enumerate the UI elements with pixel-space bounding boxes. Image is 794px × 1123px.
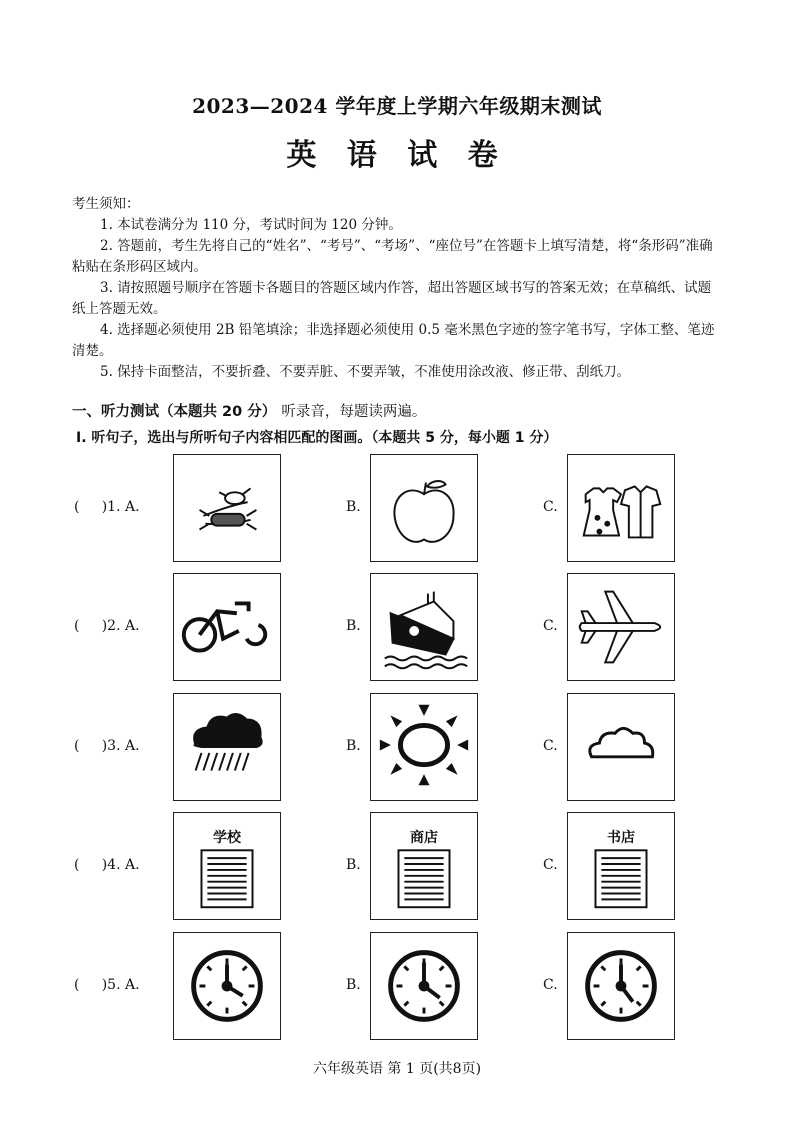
notes-heading: 考生须知： bbox=[72, 196, 140, 212]
question-row bbox=[0, 573, 794, 683]
option-c-image[interactable] bbox=[567, 812, 675, 920]
section-instruction: 听录音，每题读两遍。 bbox=[281, 404, 427, 420]
option-c-image[interactable] bbox=[567, 693, 675, 801]
option-label: C. bbox=[543, 618, 558, 634]
question-row bbox=[0, 812, 794, 922]
option-b-image[interactable] bbox=[370, 454, 478, 562]
question-number[interactable]: ( )3. A. bbox=[74, 738, 140, 754]
question-number[interactable]: ( )1. A. bbox=[74, 499, 140, 515]
ship-icon bbox=[371, 574, 477, 680]
option-c-image[interactable] bbox=[567, 454, 675, 562]
option-label: B. bbox=[346, 977, 361, 993]
clock-icon bbox=[568, 933, 674, 1039]
option-label: B. bbox=[346, 499, 361, 515]
option-c-image[interactable] bbox=[567, 573, 675, 681]
candy-icon bbox=[174, 455, 280, 561]
question-row bbox=[0, 932, 794, 1042]
option-a-image[interactable] bbox=[173, 932, 281, 1040]
option-label: C. bbox=[543, 499, 558, 515]
cloud-icon bbox=[568, 694, 674, 800]
section-title: 一、听力测试（本题共 20 分） bbox=[72, 404, 277, 420]
option-b-image[interactable] bbox=[370, 573, 478, 681]
option-label: B. bbox=[346, 857, 361, 873]
part-one-heading: Ⅰ. 听句子，选出与所听句子内容相匹配的图画。（本题共 5 分，每小题 1 分） bbox=[76, 430, 558, 446]
question-row bbox=[0, 693, 794, 803]
option-b-image[interactable] bbox=[370, 693, 478, 801]
option-c-image[interactable] bbox=[567, 932, 675, 1040]
building-caption: 书店 bbox=[607, 830, 635, 846]
option-label: C. bbox=[543, 977, 558, 993]
option-label: C. bbox=[543, 738, 558, 754]
note-item: 4. 选择题必须使用 2B 铅笔填涂；非选择题必须使用 0.5 毫米黑色字迹的签字笔书写，字体工整、笔迹清楚。 bbox=[72, 322, 715, 359]
option-b-image[interactable] bbox=[370, 812, 478, 920]
note-item: 2. 答题前，考生先将自己的“姓名”、“考号”、“考场”、“座位号”在答题卡上填写清楚，将“条形码”准确粘贴在条形码区域内。 bbox=[72, 238, 713, 275]
option-a-image[interactable] bbox=[173, 454, 281, 562]
bike-icon bbox=[174, 574, 280, 680]
section-listening-heading bbox=[72, 400, 426, 421]
subject-title: 英 语 试 卷 bbox=[286, 138, 508, 173]
note-item: 3. 请按照题号顺序在答题卡各题目的答题区域内作答，超出答题区域书写的答案无效；在草稿纸、试题纸上答题无效。 bbox=[72, 280, 712, 317]
option-a-image[interactable] bbox=[173, 573, 281, 681]
option-a-image[interactable] bbox=[173, 693, 281, 801]
note-item: 1. 本试卷满分为 110 分，考试时间为 120 分钟。 bbox=[100, 217, 402, 233]
sun-icon bbox=[371, 694, 477, 800]
note-item: 5. 保持卡面整洁，不要折叠、不要弄脏、不要弄皱，不准使用涂改液、修正带、刮纸刀。 bbox=[100, 364, 631, 380]
question-row bbox=[0, 454, 794, 564]
option-a-image[interactable] bbox=[173, 812, 281, 920]
option-label: B. bbox=[346, 618, 361, 634]
clothes-icon bbox=[568, 455, 674, 561]
building-caption: 学校 bbox=[213, 830, 241, 846]
page-footer: 六年级英语 第 1 页(共8页) bbox=[312, 1061, 482, 1077]
question-number[interactable]: ( )4. A. bbox=[74, 857, 140, 873]
clock-icon bbox=[174, 933, 280, 1039]
building-caption: 商店 bbox=[410, 830, 438, 846]
question-number[interactable]: ( )5. A. bbox=[74, 977, 140, 993]
apple-icon bbox=[371, 455, 477, 561]
clock-icon bbox=[371, 933, 477, 1039]
option-label: B. bbox=[346, 738, 361, 754]
rain-icon bbox=[174, 694, 280, 800]
exam-notes bbox=[72, 194, 722, 383]
option-label: C. bbox=[543, 857, 558, 873]
plane-icon bbox=[568, 574, 674, 680]
question-number[interactable]: ( )2. A. bbox=[74, 618, 140, 634]
option-b-image[interactable] bbox=[370, 932, 478, 1040]
exam-title: 2023—2024 学年度上学期六年级期末测试 bbox=[192, 94, 602, 118]
